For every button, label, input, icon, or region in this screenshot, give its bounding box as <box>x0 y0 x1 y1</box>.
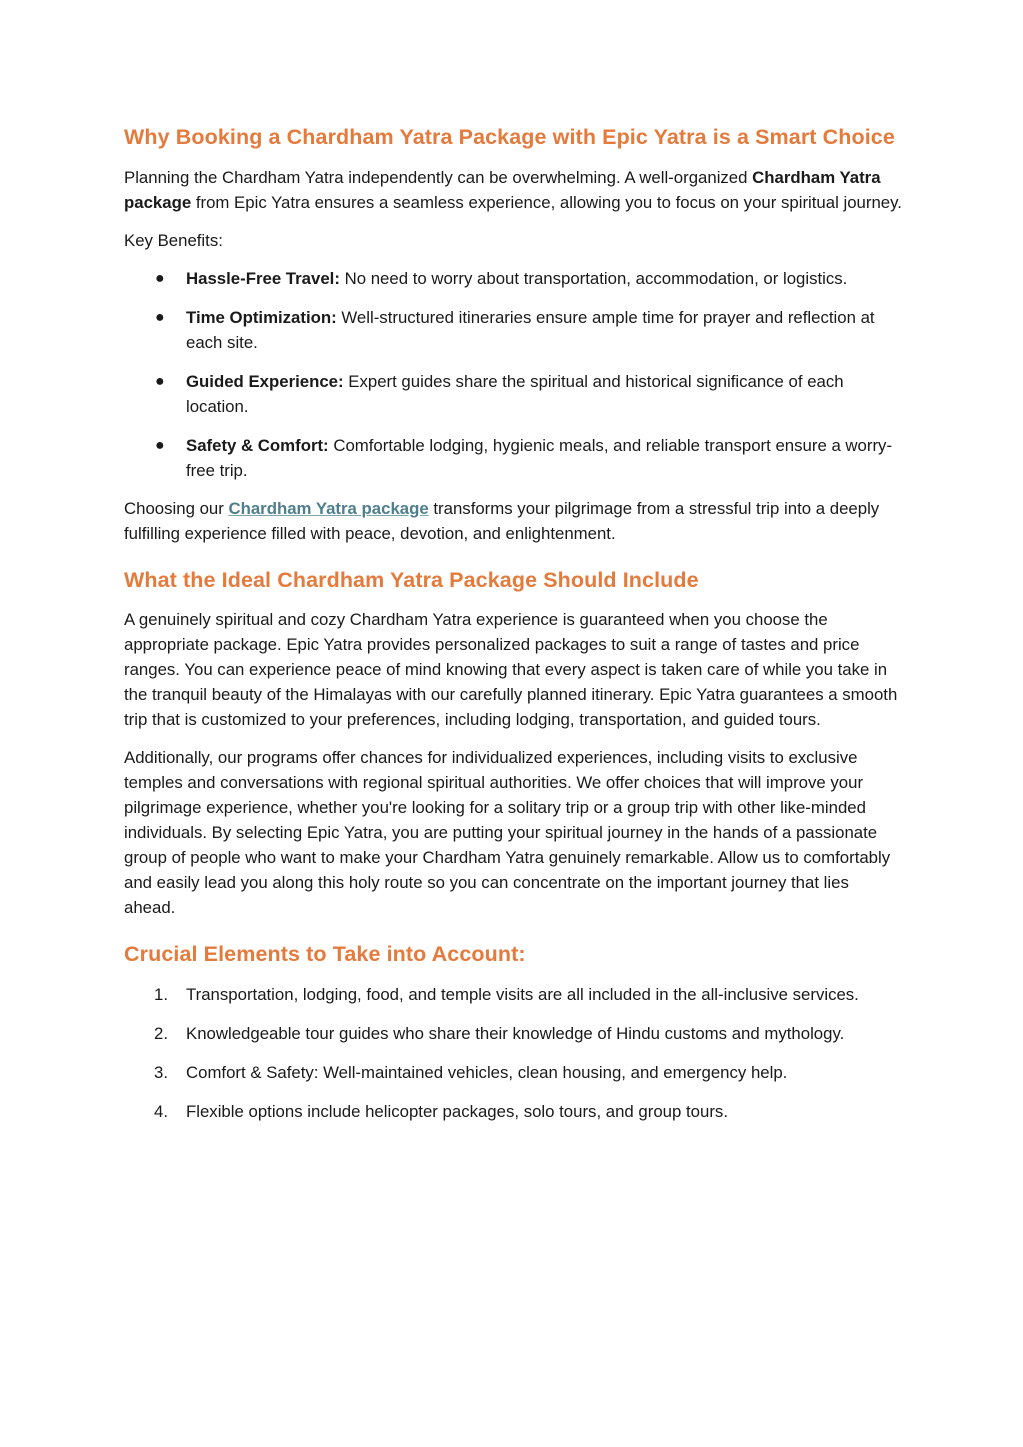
section-heading-why-booking: Why Booking a Chardham Yatra Package with Epic Yatra is a Smart Choice <box>124 125 895 149</box>
benefit-text: No need to worry about transportation, accommodation, or logistics. <box>339 268 848 288</box>
list-item <box>124 266 902 291</box>
crucial-elements-list <box>124 982 902 1124</box>
element-text: Transportation, lodging, food, and temple visits are all included in the all-inclusive services. <box>186 984 859 1004</box>
bullet-icon: ● <box>155 372 165 390</box>
bullet-icon: ● <box>155 436 165 454</box>
list-item <box>124 982 902 1007</box>
list-item <box>124 433 902 483</box>
benefit-title: Hassle-Free Travel: <box>186 268 340 288</box>
benefits-label: Key Benefits: <box>124 230 223 250</box>
list-item <box>124 1021 902 1046</box>
element-text: Comfort & Safety: Well-maintained vehicles, clean housing, and emergency help. <box>186 1062 788 1082</box>
intro-paragraph <box>124 165 902 215</box>
document-page <box>124 122 902 1137</box>
benefit-title: Safety & Comfort: <box>186 435 329 455</box>
closing-text-end: transforms your pilgrimage from a stressful trip into a deeply fulfilling experience filled with peace, devotion, and enlightenment. <box>124 498 880 543</box>
bullet-icon: ● <box>155 308 165 326</box>
list-number: 1. <box>154 984 168 1004</box>
benefit-text: Expert guides share the spiritual and historical significance of each location. <box>186 371 844 416</box>
list-item <box>124 305 902 355</box>
benefit-title: Time Optimization: <box>186 307 337 327</box>
closing-paragraph <box>124 496 902 546</box>
list-item <box>124 1060 902 1085</box>
benefit-text: Comfortable lodging, hygienic meals, and reliable transport ensure a worry-free trip. <box>186 435 893 480</box>
element-text: Knowledgeable tour guides who share their knowledge of Hindu customs and mythology. <box>186 1023 845 1043</box>
benefit-title: Guided Experience: <box>186 371 344 391</box>
list-item <box>124 1099 902 1124</box>
intro-text-end: from Epic Yatra ensures a seamless experience, allowing you to focus on your spiritual journey. <box>191 192 902 212</box>
chardham-package-link[interactable]: Chardham Yatra package <box>228 498 429 518</box>
section-heading-ideal-package: What the Ideal Chardham Yatra Package Should Include <box>124 567 699 592</box>
bullet-icon: ● <box>155 269 165 287</box>
closing-text-start: Choosing our <box>124 498 229 518</box>
section-heading-crucial-elements: Crucial Elements to Take into Account: <box>124 942 526 966</box>
ideal-package-paragraph-1: A genuinely spiritual and cozy Chardham Yatra experience is guaranteed when you choose the appropriate package. Epic Yatra provides personalized packages to suit a range of tastes and price ranges. You can experience peace of mind knowing that every aspect is taken care of while you take in the tranquil beauty of the Himalayas with our carefully planned itinerary. Epic Yatra guarantees a smooth trip that is customized to your preferences, including lodging, transportation, and guided tours. <box>124 610 898 729</box>
element-text: Flexible options include helicopter packages, solo tours, and group tours. <box>186 1101 728 1121</box>
ideal-package-paragraph-2: Additionally, our programs offer chances for individualized experiences, including visits to exclusive temples and conversations with regional spiritual authorities. We offer choices that will improve your pilgrimage experience, whether you're looking for a solitary trip or a group trip with other like-minded individuals. By selecting Epic Yatra, you are putting your spiritual journey in the hands of a passionate group of people who want to make your Chardham Yatra genuinely remarkable. Allow us to comfortably and easily lead you along this holy route so you can concentrate on the important journey that lies ahead. <box>124 748 891 917</box>
list-number: 4. <box>154 1101 168 1121</box>
list-number: 3. <box>154 1062 168 1082</box>
list-item <box>124 369 902 419</box>
intro-text-start: Planning the Chardham Yatra independently can be overwhelming. A well-organized <box>124 167 753 187</box>
benefits-list <box>124 266 902 483</box>
list-number: 2. <box>154 1023 168 1043</box>
benefit-text: Well-structured itineraries ensure ample time for prayer and reflection at each site. <box>186 307 875 352</box>
intro-bold-term: Chardham Yatra package <box>124 167 881 212</box>
